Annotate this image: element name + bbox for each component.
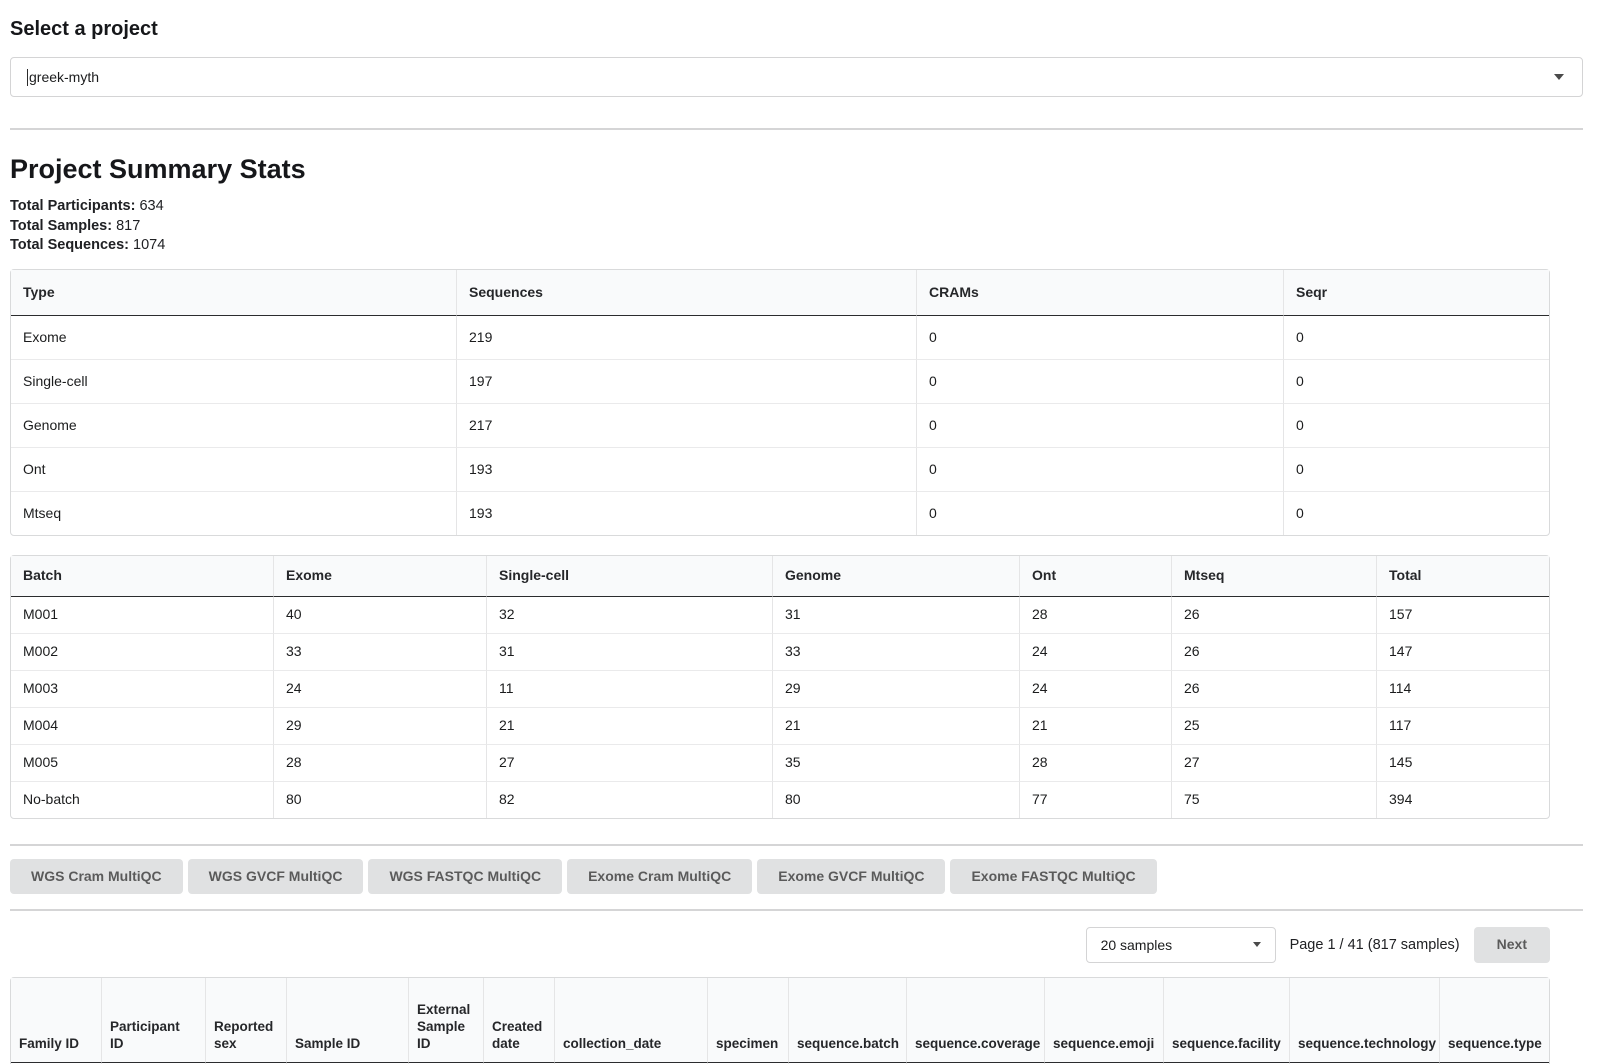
samples-table (10, 977, 1550, 1064)
column-header: sequence.technology (1289, 978, 1439, 1063)
multiqc-button[interactable]: Exome GVCF MultiQC (757, 859, 945, 894)
summary-stat (10, 197, 1590, 217)
multiqc-button[interactable]: Exome Cram MultiQC (567, 859, 752, 894)
table-cell: 40 (273, 597, 486, 633)
table-cell: 217 (456, 403, 916, 447)
table-cell: 75 (1171, 781, 1376, 818)
column-header: Created date (483, 978, 554, 1063)
table-cell: 114 (1376, 670, 1549, 707)
table-cell: 26 (1171, 597, 1376, 633)
column-header: Batch (11, 556, 273, 597)
table-cell: 77 (1019, 781, 1171, 818)
column-header: Total (1376, 556, 1549, 597)
pagination-bar (10, 927, 1550, 963)
table-cell: 157 (1376, 597, 1549, 633)
next-page-button[interactable]: Next (1474, 927, 1550, 963)
chevron-down-icon (1554, 74, 1564, 80)
table-cell: 26 (1171, 670, 1376, 707)
table-cell: 0 (916, 316, 1283, 359)
table-row (11, 597, 1549, 633)
column-header: sequence.type (1439, 978, 1549, 1063)
table-cell: M002 (11, 633, 273, 670)
column-header: Single-cell (486, 556, 772, 597)
page-size-value: 20 samples (1100, 936, 1173, 953)
column-header: Family ID (11, 978, 101, 1063)
stat-label: Total Samples: (10, 217, 113, 234)
table-cell: 29 (273, 707, 486, 744)
column-header: sequence.facility (1163, 978, 1289, 1063)
stat-value: 817 (112, 217, 141, 234)
table-cell: 0 (1283, 359, 1549, 403)
table-cell: 0 (916, 491, 1283, 535)
table-cell: 219 (456, 316, 916, 359)
column-header: Sequences (456, 270, 916, 316)
column-header: External Sample ID (408, 978, 483, 1063)
column-header: sequence.emoji (1044, 978, 1163, 1063)
table-cell: Mtseq (11, 491, 456, 535)
table-cell: M005 (11, 744, 273, 781)
section-divider (10, 128, 1583, 130)
table-cell: Exome (23, 328, 67, 345)
table-row (11, 491, 1549, 535)
table-cell: 26 (1171, 633, 1376, 670)
table-cell: 0 (1283, 316, 1549, 359)
table-cell: 82 (486, 781, 772, 818)
table-cell: 0 (916, 359, 1283, 403)
table-cell: 32 (486, 597, 772, 633)
table-cell: 147 (1376, 633, 1549, 670)
column-header: Reported sex (205, 978, 286, 1063)
column-header: Exome (273, 556, 486, 597)
column-header: CRAMs (916, 270, 1283, 316)
table-cell: 28 (1019, 744, 1171, 781)
column-header: Sample ID (286, 978, 408, 1063)
table-cell: 24 (1019, 633, 1171, 670)
stat-label: Total Sequences: (10, 237, 129, 253)
stat-value: 1074 (128, 237, 166, 253)
multiqc-button[interactable]: WGS FASTQC MultiQC (368, 859, 562, 894)
table-cell: 25 (1171, 707, 1376, 744)
column-header: Participant ID (101, 978, 205, 1063)
summary-heading: Project Summary Stats (10, 154, 306, 184)
multiqc-button[interactable]: WGS Cram MultiQC (10, 859, 183, 894)
multiqc-button[interactable]: WGS GVCF MultiQC (188, 859, 364, 894)
table-cell: 35 (772, 744, 1019, 781)
table-row (11, 316, 1549, 359)
table-cell: Genome (11, 403, 456, 447)
table-cell: 29 (772, 670, 1019, 707)
table-row (11, 781, 1549, 818)
column-header: sequence.batch (788, 978, 906, 1063)
table-cell: 0 (1283, 403, 1549, 447)
section-divider (10, 909, 1583, 911)
table-cell: 21 (1019, 707, 1171, 744)
batch-table (10, 555, 1550, 819)
table-cell: 24 (273, 670, 486, 707)
column-header: Type (11, 270, 456, 316)
table-cell: 80 (273, 781, 486, 818)
table-row (11, 633, 1549, 670)
column-header: Seqr (1283, 270, 1549, 316)
column-header: sequence.coverage (906, 978, 1044, 1063)
column-header: Mtseq (1171, 556, 1376, 597)
table-cell: 193 (456, 491, 916, 535)
chevron-down-icon (1253, 942, 1261, 947)
table-cell: 197 (456, 359, 916, 403)
table-cell: 0 (916, 403, 1283, 447)
table-cell: No-batch (11, 781, 273, 818)
table-cell: 117 (1376, 707, 1549, 744)
table-cell: 0 (1283, 447, 1549, 491)
column-header: Genome (772, 556, 1019, 597)
table-cell: 28 (273, 744, 486, 781)
table-cell: 33 (772, 633, 1019, 670)
stat-label: Total Participants: (10, 198, 136, 214)
table-cell: 0 (1283, 491, 1549, 535)
project-dropdown[interactable] (10, 57, 1583, 97)
table-row (11, 707, 1549, 744)
page-size-dropdown[interactable] (1086, 927, 1276, 963)
table-cell: 11 (486, 670, 772, 707)
table-cell: Ont (11, 447, 456, 491)
table-cell: 27 (1171, 744, 1376, 781)
table-row (11, 447, 1549, 491)
select-project-heading: Select a project (10, 18, 158, 40)
sequence-type-table (10, 269, 1550, 536)
table-cell: 0 (916, 447, 1283, 491)
table-cell: M003 (11, 670, 273, 707)
column-header: collection_date (554, 978, 707, 1063)
table-cell: 21 (772, 707, 1019, 744)
table-cell: 394 (1376, 781, 1549, 818)
table-cell: 28 (1019, 597, 1171, 633)
table-row (11, 359, 1549, 403)
summary-totals (10, 197, 1590, 256)
table-cell: M004 (11, 707, 273, 744)
project-dropdown-value: greek-myth (29, 69, 100, 85)
table-header-row (11, 270, 1549, 316)
table-cell: 24 (1019, 670, 1171, 707)
table-cell: 145 (1376, 744, 1549, 781)
column-header: specimen (707, 978, 788, 1063)
table-row (11, 403, 1549, 447)
page-info: Page 1 / 41 (817 samples) (1289, 936, 1460, 953)
summary-stat (10, 217, 1590, 237)
table-cell: 31 (486, 633, 772, 670)
table-cell: 80 (772, 781, 1019, 818)
text-cursor-icon (27, 69, 28, 86)
table-cell: 27 (486, 744, 772, 781)
table-cell: 33 (273, 633, 486, 670)
stat-value: 634 (135, 198, 164, 214)
table-cell: 193 (456, 447, 916, 491)
multiqc-button-row (10, 859, 1590, 894)
section-divider (10, 844, 1583, 846)
table-cell: M001 (23, 606, 59, 622)
table-cell: Single-cell (11, 359, 456, 403)
table-cell: 31 (772, 597, 1019, 633)
column-header: Ont (1019, 556, 1171, 597)
table-cell: 21 (486, 707, 772, 744)
multiqc-button[interactable]: Exome FASTQC MultiQC (950, 859, 1156, 894)
table-row (11, 744, 1549, 781)
table-row (11, 670, 1549, 707)
table-header-row (11, 978, 1549, 1063)
summary-stat (10, 236, 1590, 256)
table-header-row (11, 556, 1549, 597)
